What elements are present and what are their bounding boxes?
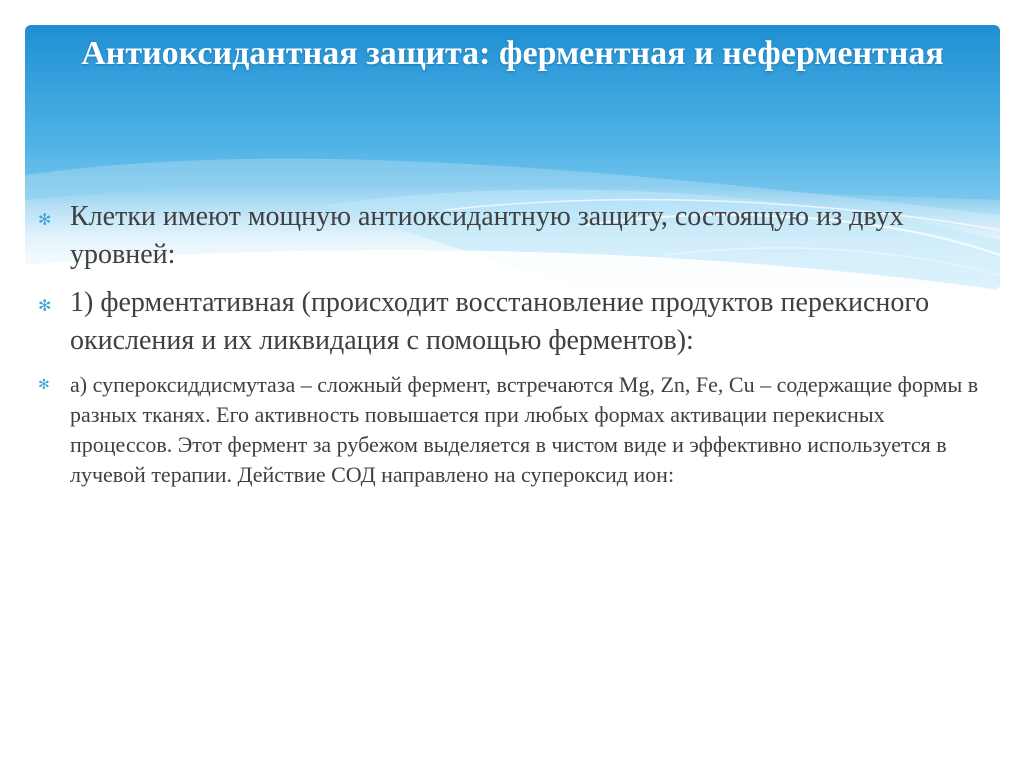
slide-body [38, 198, 983, 490]
slide-title: Антиоксидантная защита: ферментная и неферментная [81, 35, 944, 72]
bullet-item [38, 370, 983, 490]
bullet-asterisk-icon: ✻ [38, 377, 50, 393]
bullet-item [38, 284, 983, 360]
bullet-asterisk-icon: ✻ [38, 296, 52, 315]
bullet-item [38, 198, 983, 274]
bullet-text: Клетки имеют мощную антиоксидантную защиту, состоящую из двух уровней: [70, 201, 904, 270]
bullet-text: 1) ферментативная (происходит восстановление продуктов перекисного окисления и их ликвидация с помощью ферментов): [70, 287, 930, 356]
bullet-text: а) супероксиддисмутаза – сложный фермент, встречаются Mg, Zn, Fe, Cu – содержащие формы в разных тканях. Его активность повышается при любых формах активации перекисных процессов. Этот фермент за рубежом выделяется в чистом виде и эффективно используется в лучевой терапии. Действие СОД направлено на супероксид ион: [70, 372, 979, 487]
bullet-asterisk-icon: ✻ [38, 210, 52, 229]
